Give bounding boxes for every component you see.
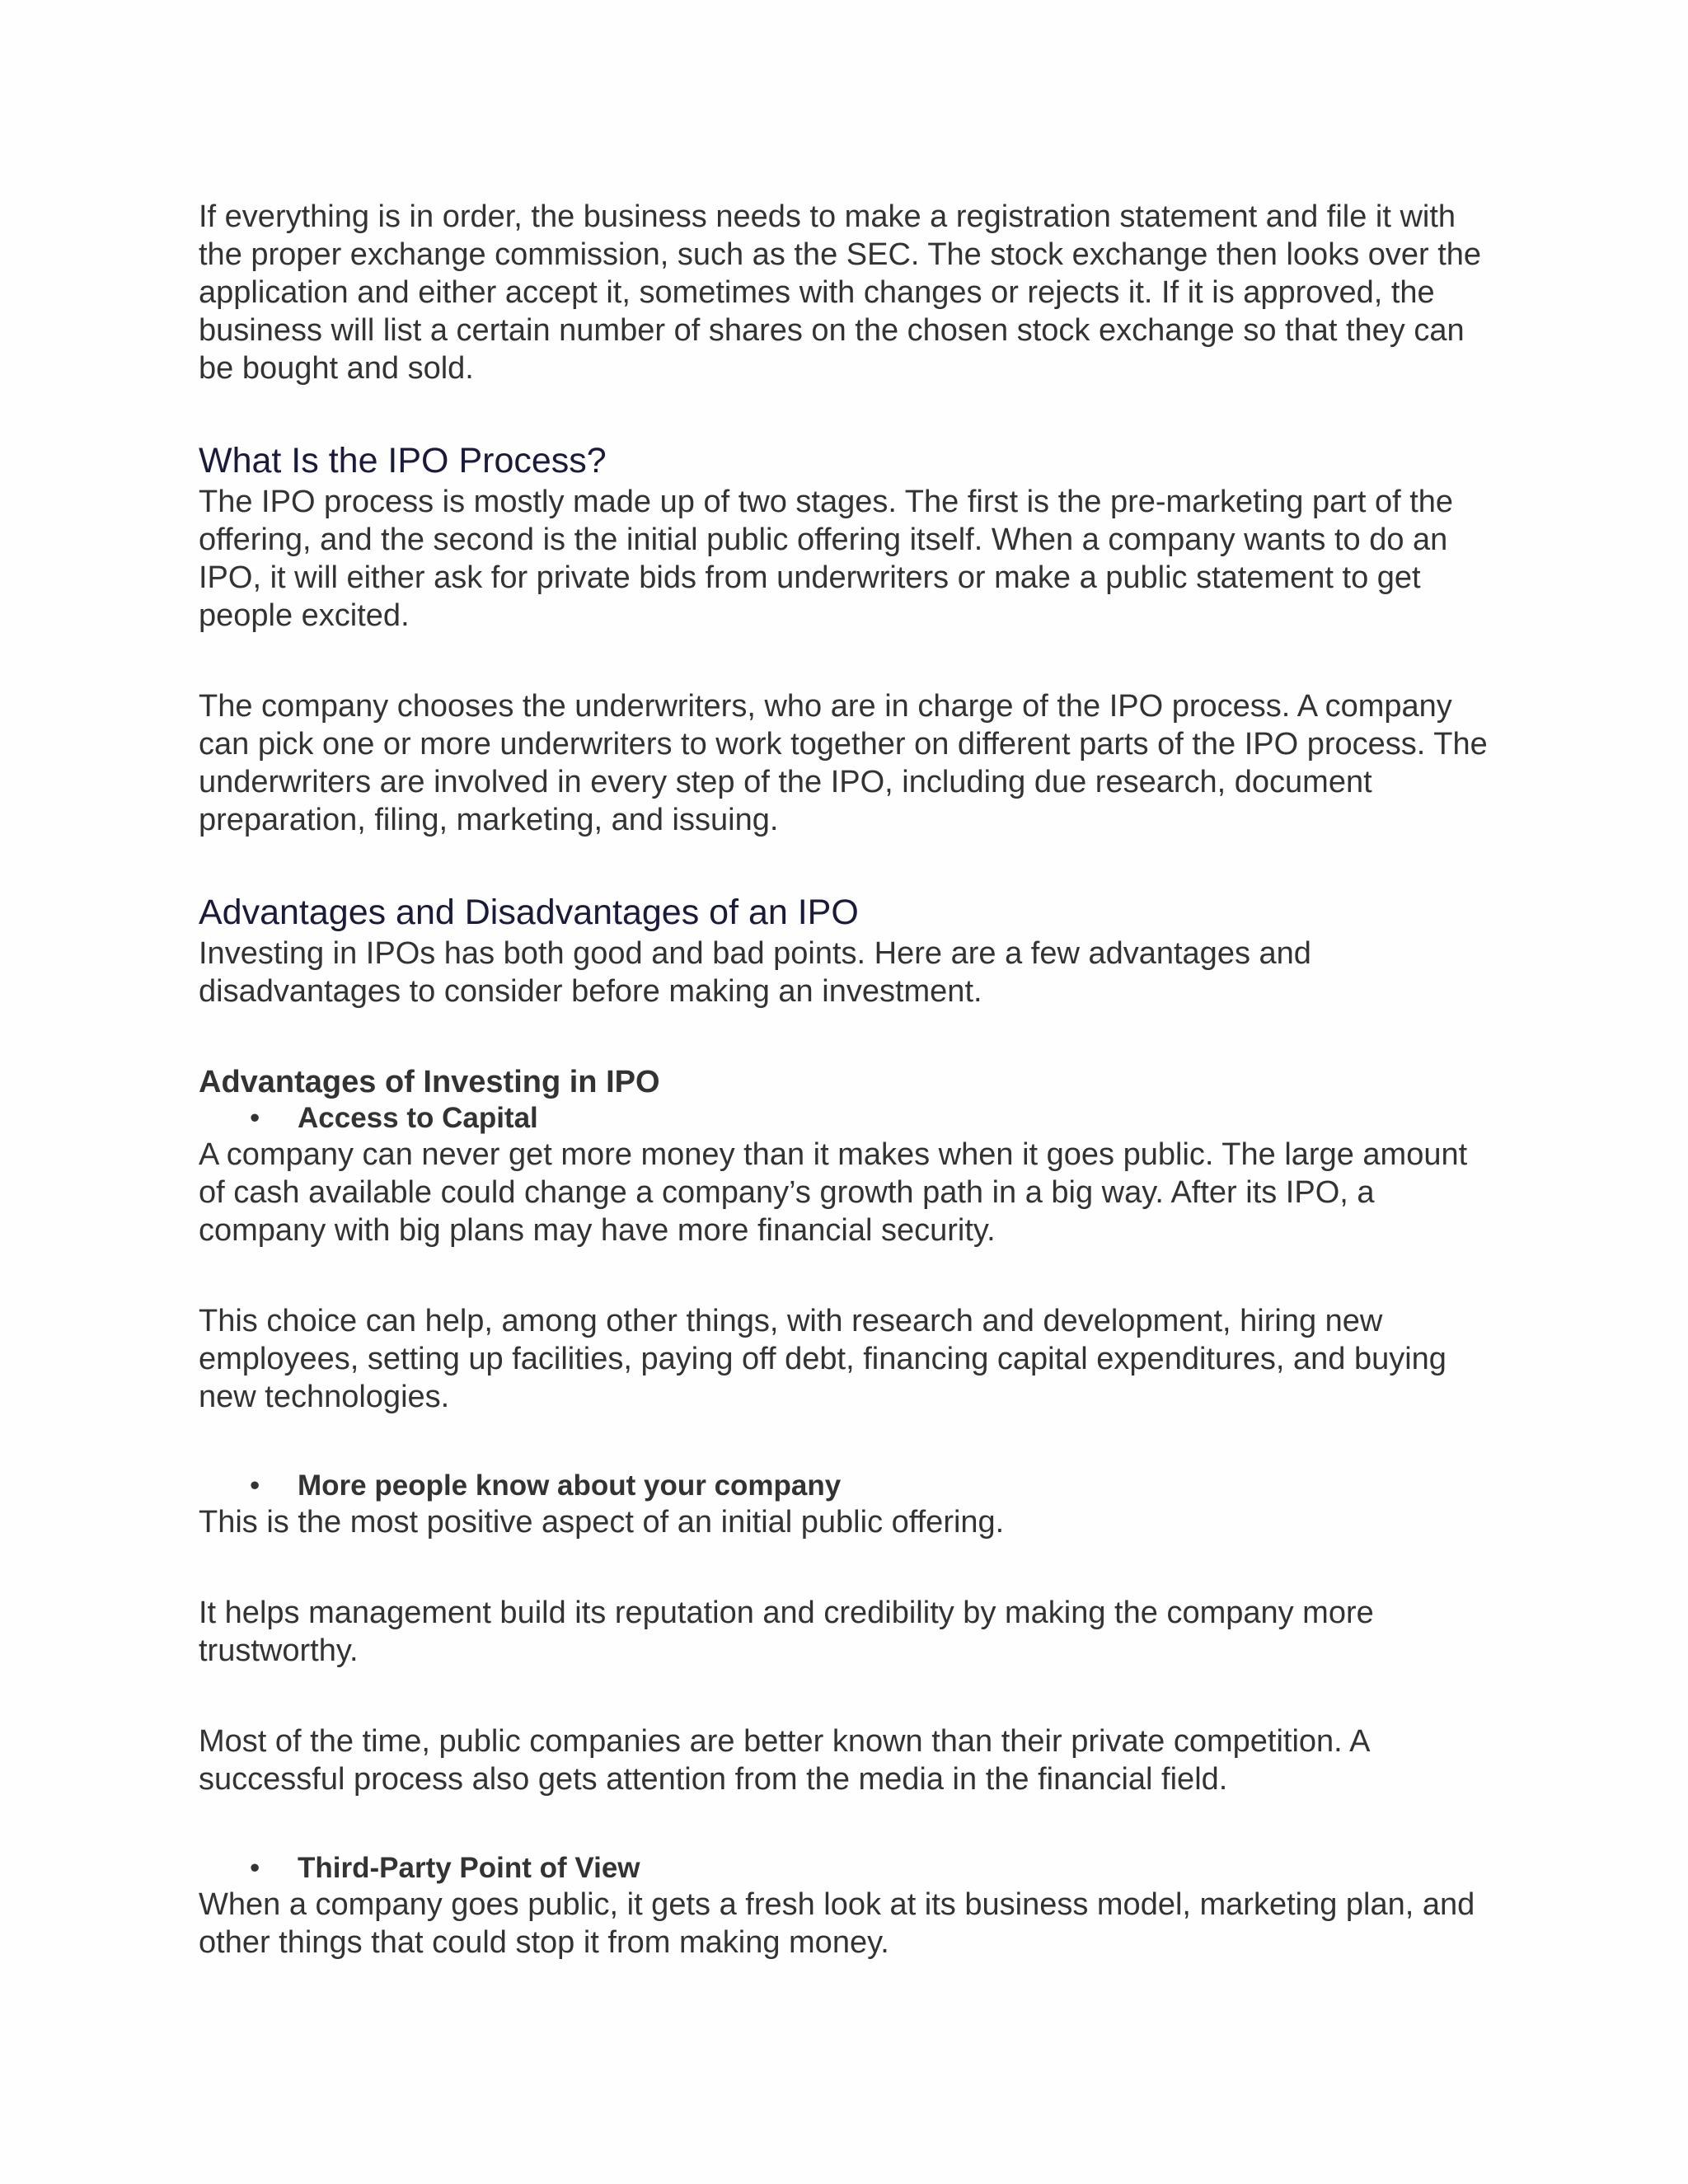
paragraph-underwriters: The company chooses the underwriters, who are in charge of the IPO process. A company can pick one or more underwriters to work together on different parts of the IPO process. The underwriters are involved in every step of the IPO, including due research, document preparation, filing, marketing, and issuing. — [199, 689, 1488, 837]
bullet-visibility — [199, 1469, 1501, 1503]
bullet-label: Access to Capital — [298, 1102, 538, 1134]
document-body — [199, 198, 1501, 1961]
heading-advantages: Advantages of Investing in IPO — [199, 1065, 660, 1099]
spacer — [199, 839, 1501, 890]
paragraph-capital: A company can never get more money than it makes when it goes public. The large amount of cash available could change a company’s growth path in a big way. After its IPO, a company with big plans may have more financial security. — [199, 1137, 1468, 1248]
paragraph-uses: This choice can help, among other things, with research and development, hiring new employees, setting up facilities, paying off debt, financing capital expenditures, and buying new technologies. — [199, 1304, 1447, 1414]
spacer — [199, 1798, 1501, 1851]
paragraph-fresh-look: When a company goes public, it gets a fresh look at its business model, marketing plan, and other things that could stop it from making money. — [199, 1887, 1475, 1960]
spacer — [199, 1541, 1501, 1594]
bullet-icon: • — [250, 1469, 260, 1502]
spacer — [199, 635, 1501, 687]
bullet-icon: • — [250, 1102, 260, 1134]
bullet-label: More people know about your company — [298, 1469, 842, 1502]
paragraph-positive-aspect: This is the most positive aspect of an initial public offering. — [199, 1505, 1005, 1540]
spacer — [199, 1249, 1501, 1302]
spacer — [199, 1670, 1501, 1722]
heading-advantages-disadvantages: Advantages and Disadvantages of an IPO — [199, 893, 859, 932]
paragraph-public-companies: Most of the time, public companies are better known than their private competition. A successful process also gets attention from the media in the financial field. — [199, 1724, 1369, 1797]
heading-ipo-process: What Is the IPO Process? — [199, 441, 607, 480]
paragraph-reputation: It helps management build its reputation and credibility by making the company more trustworthy. — [199, 1596, 1374, 1668]
spacer — [199, 1416, 1501, 1469]
spacer — [199, 387, 1501, 438]
paragraph-intro-investing: Investing in IPOs has both good and bad points. Here are a few advantages and disadvantages to consider before making an investment. — [199, 936, 1311, 1009]
bullet-icon: • — [250, 1852, 260, 1884]
paragraph-registration: If everything is in order, the business needs to make a registration statement and file it with the proper exchange commission, such as the SEC. The stock exchange then looks over the application and either accept it, sometimes with changes or rejects it. If it is approved, the business will list a certain number of shares on the chosen stock exchange so that they can be bought and sold. — [199, 199, 1482, 386]
bullet-label: Third-Party Point of View — [298, 1852, 640, 1884]
spacer — [199, 1010, 1501, 1063]
paragraph-ipo-stages: The IPO process is mostly made up of two stages. The first is the pre-marketing part of the offering, and the second is the initial public offering itself. When a company wants to do an IPO, it will either ask for private bids from underwriters or make a public statement to get people excited. — [199, 485, 1454, 633]
bullet-access-to-capital — [199, 1101, 1501, 1136]
bullet-third-party — [199, 1851, 1501, 1886]
